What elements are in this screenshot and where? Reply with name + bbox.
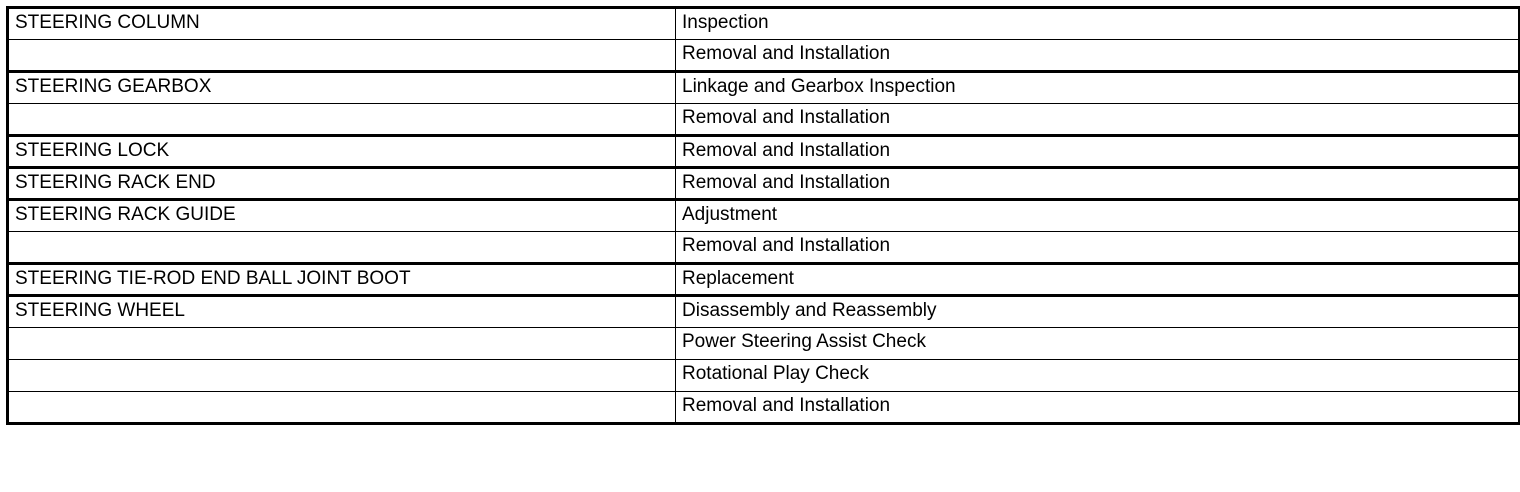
procedure-cell: Removal and Installation (676, 136, 1520, 168)
table-row (8, 200, 1520, 232)
component-name-cell-continued (8, 104, 676, 136)
table-row (8, 136, 1520, 168)
table-row (8, 104, 1520, 136)
procedure-cell: Adjustment (676, 200, 1520, 232)
table-row (8, 360, 1520, 392)
component-name-cell: STEERING WHEEL (8, 296, 676, 328)
procedure-cell: Removal and Installation (676, 392, 1520, 424)
procedure-cell: Removal and Installation (676, 104, 1520, 136)
steering-procedure-table (6, 6, 1520, 425)
table-row (8, 296, 1520, 328)
table-row (8, 72, 1520, 104)
component-name-cell: STEERING COLUMN (8, 8, 676, 40)
table-row (8, 8, 1520, 40)
table-row (8, 328, 1520, 360)
component-name-cell: STEERING LOCK (8, 136, 676, 168)
procedure-cell: Removal and Installation (676, 40, 1520, 72)
table-body (8, 8, 1520, 424)
procedure-cell: Disassembly and Reassembly (676, 296, 1520, 328)
component-name-cell-continued (8, 328, 676, 360)
component-name-cell-continued (8, 360, 676, 392)
component-name-cell: STEERING RACK END (8, 168, 676, 200)
table-row (8, 392, 1520, 424)
component-name-cell-continued (8, 40, 676, 72)
component-name-cell-continued (8, 232, 676, 264)
component-name-cell-continued (8, 392, 676, 424)
component-name-cell: STEERING GEARBOX (8, 72, 676, 104)
table-row (8, 168, 1520, 200)
procedure-cell: Power Steering Assist Check (676, 328, 1520, 360)
component-name-cell: STEERING RACK GUIDE (8, 200, 676, 232)
procedure-cell: Removal and Installation (676, 232, 1520, 264)
procedure-cell: Inspection (676, 8, 1520, 40)
table-row (8, 232, 1520, 264)
procedure-cell: Removal and Installation (676, 168, 1520, 200)
component-name-cell: STEERING TIE-ROD END BALL JOINT BOOT (8, 264, 676, 296)
table-row (8, 40, 1520, 72)
procedure-cell: Rotational Play Check (676, 360, 1520, 392)
table-row (8, 264, 1520, 296)
procedure-cell: Linkage and Gearbox Inspection (676, 72, 1520, 104)
procedure-cell: Replacement (676, 264, 1520, 296)
